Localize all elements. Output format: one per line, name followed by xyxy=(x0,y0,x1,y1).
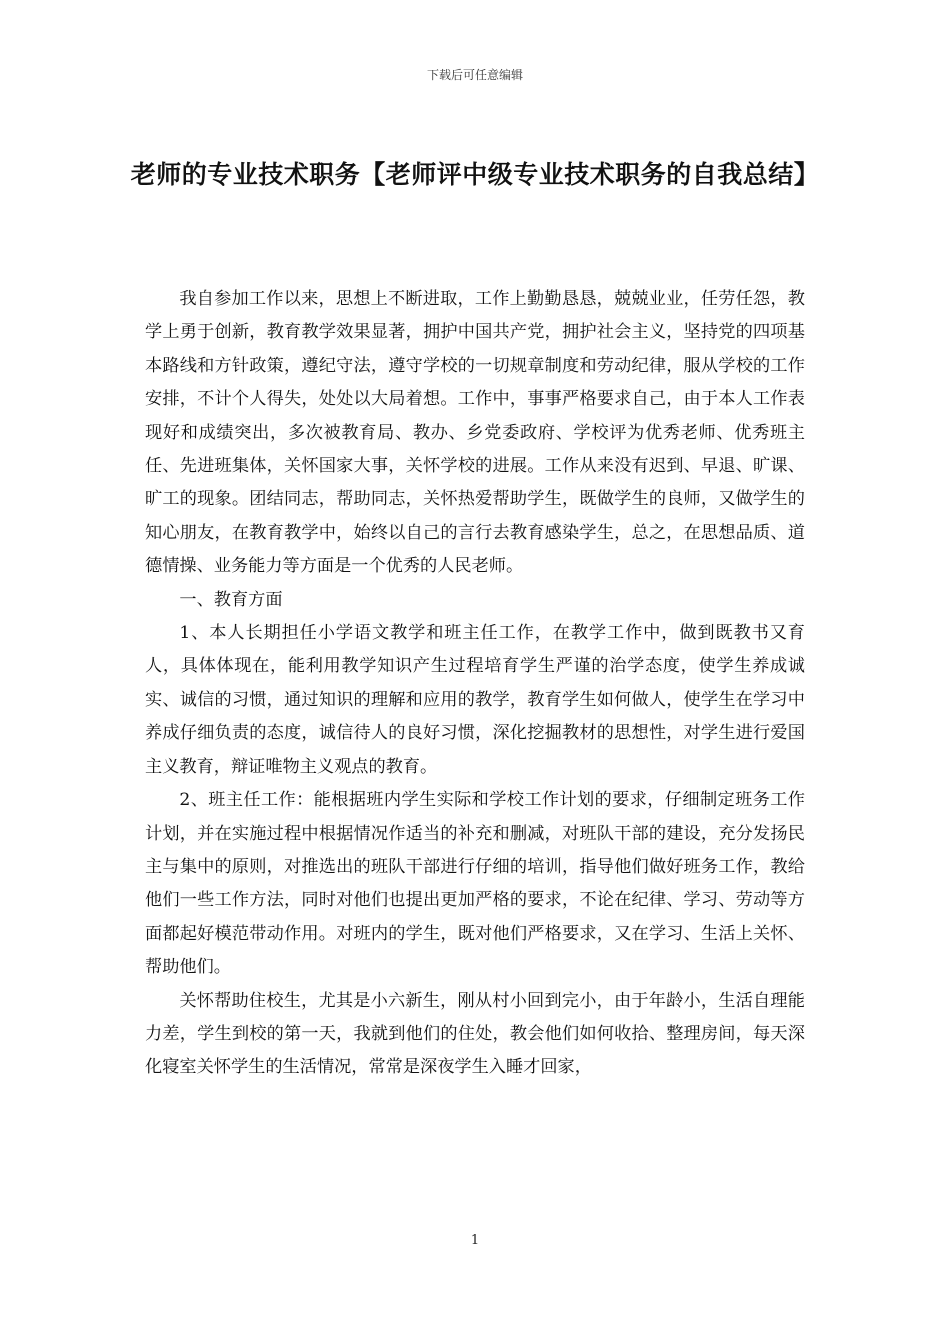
page-number: 1 xyxy=(470,1233,480,1248)
paragraph-teaching: 1、本人长期担任小学语文教学和班主任工作，在教学工作中，做到既教书又育人，具体体现在，能利用教学知识产生过程培育学生严谨的治学态度，使学生养成诚实、诚信的习惯，通过知识的理解和应用的教学，教育学生如何做人，使学生在学习中养成仔细负责的态度，诚信待人的良好习惯，深化挖掘教材的思想性，对学生进行爱国主义教育，辩证唯物主义观点的教育。 xyxy=(145,623,805,777)
paragraph-intro: 我自参加工作以来，思想上不断进取，工作上勤勤恳恳，兢兢业业，任劳任怨，教学上勇于创新，教育教学效果显著，拥护中国共产党，拥护社会主义，坚持党的四项基本路线和方针政策，遵纪守法，遵守学校的一切规章制度和劳动纪律，服从学校的工作安排，不计个人得失，处处以大局着想。工作中，事事严格要求自己，由于本人工作表现好和成绩突出，多次被教育局、教办、乡党委政府、学校评为优秀老师、优秀班主任、先进班集体，关怀国家大事，关怀学校的进展。工作从来没有迟到、早退、旷课、旷工的现象。团结同志，帮助同志，关怀热爱帮助学生，既做学生的良师，又做学生的知心朋友，在教育教学中，始终以自己的言行去教育感染学生，总之，在思想品质、道德情操、业务能力等方面是一个优秀的人民老师。 xyxy=(145,289,805,577)
document-title: 老师的专业技术职务【老师评中级专业技术职务的自我总结】 xyxy=(130,160,820,189)
section-heading-education: 一、教育方面 xyxy=(179,589,283,610)
header-note: 下载后可任意编辑 xyxy=(426,68,523,82)
paragraph-head-teacher: 2、班主任工作：能根据班内学生实际和学校工作计划的要求，仔细制定班务工作计划，并在实施过程中根据情况作适当的补充和删减，对班队干部的建设，充分发扬民主与集中的原则，对推选出的班队干部进行仔细的培训，指导他们做好班务工作，教给他们一些工作方法，同时对他们也提出更加严格的要求，不论在纪律、学习、劳动等方面都起好模范带动作用。对班内的学生，既对他们严格要求，又在学习、生活上关怀、帮助他们。 xyxy=(145,790,805,978)
paragraph-boarding-students: 关怀帮助住校生，尤其是小六新生，刚从村小回到完小，由于年龄小，生活自理能力差，学生到校的第一天，我就到他们的住处，教会他们如何收拾、整理房间，每天深化寝室关怀学生的生活情况，常常是深夜学生入睡才回家， xyxy=(145,990,805,1078)
document-body xyxy=(145,283,805,1085)
